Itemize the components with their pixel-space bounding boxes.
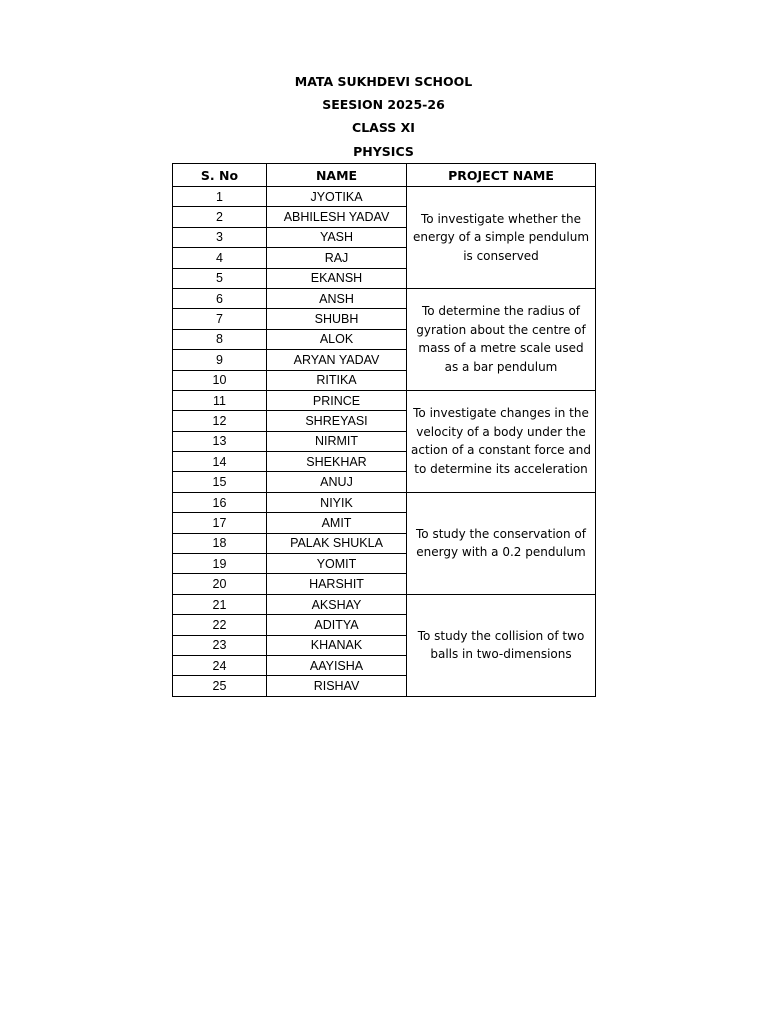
table-body [173,187,596,697]
student-name-cell: YOMIT [267,554,407,574]
serial-number-cell: 2 [173,207,267,227]
serial-number-cell: 20 [173,574,267,594]
student-name-cell: JYOTIKA [267,187,407,207]
student-name-cell: SHEKHAR [267,452,407,472]
column-header-sno: S. No [173,164,267,187]
project-name-cell: To study the collision of two balls in two-dimensions [407,594,596,696]
table-row [173,288,596,308]
table-header [173,164,596,187]
serial-number-cell: 11 [173,390,267,410]
serial-number-cell: 1 [173,187,267,207]
serial-number-cell: 10 [173,370,267,390]
column-header-project: PROJECT NAME [407,164,596,187]
table-row [173,594,596,614]
school-name: MATA SUKHDEVI SCHOOL [294,74,473,89]
serial-number-cell: 15 [173,472,267,492]
student-name-cell: NIRMIT [267,431,407,451]
serial-number-cell: 4 [173,248,267,268]
project-name-cell: To investigate whether the energy of a simple pendulum is conserved [407,187,596,289]
serial-number-cell: 25 [173,676,267,696]
header-row [173,164,596,187]
project-allocation-table [172,163,596,697]
student-name-cell: PALAK SHUKLA [267,533,407,553]
student-name-cell: RITIKA [267,370,407,390]
table-row [173,390,596,410]
column-header-name: NAME [267,164,407,187]
student-name-cell: ABHILESH YADAV [267,207,407,227]
serial-number-cell: 23 [173,635,267,655]
serial-number-cell: 9 [173,350,267,370]
subject-label: PHYSICS [353,143,414,159]
serial-number-cell: 17 [173,513,267,533]
table-row [173,187,596,207]
student-name-cell: ANSH [267,288,407,308]
serial-number-cell: 7 [173,309,267,329]
student-name-cell: ADITYA [267,615,407,635]
student-name-cell: ARYAN YADAV [267,350,407,370]
table-row [173,492,596,512]
serial-number-cell: 19 [173,554,267,574]
serial-number-cell: 12 [173,411,267,431]
serial-number-cell: 16 [173,492,267,512]
student-name-cell: SHREYASI [267,411,407,431]
project-name-cell: To determine the radius of gyration about the centre of mass of a metre scale used as a bar pendulum [407,288,596,390]
document-header [172,70,595,163]
project-name-cell: To study the conservation of energy with a 0.2 pendulum [407,492,596,594]
serial-number-cell: 21 [173,594,267,614]
serial-number-cell: 8 [173,329,267,349]
student-name-cell: YASH [267,227,407,247]
student-name-cell: EKANSH [267,268,407,288]
student-name-cell: AAYISHA [267,655,407,675]
serial-number-cell: 6 [173,288,267,308]
student-name-cell: KHANAK [267,635,407,655]
serial-number-cell: 24 [173,655,267,675]
session-label: SEESION 2025-26 [322,97,445,113]
project-name-cell: To investigate changes in the velocity of a body under the action of a constant force and to determine its acceleration [407,390,596,492]
student-name-cell: RAJ [267,248,407,268]
student-name-cell: RISHAV [267,676,407,696]
class-label: CLASS XI [352,120,415,136]
student-name-cell: ANUJ [267,472,407,492]
student-name-cell: AKSHAY [267,594,407,614]
student-name-cell: HARSHIT [267,574,407,594]
student-name-cell: ALOK [267,329,407,349]
serial-number-cell: 3 [173,227,267,247]
student-name-cell: NIYIK [267,492,407,512]
serial-number-cell: 13 [173,431,267,451]
serial-number-cell: 14 [173,452,267,472]
serial-number-cell: 22 [173,615,267,635]
student-name-cell: PRINCE [267,390,407,410]
serial-number-cell: 5 [173,268,267,288]
serial-number-cell: 18 [173,533,267,553]
student-name-cell: AMIT [267,513,407,533]
student-name-cell: SHUBH [267,309,407,329]
